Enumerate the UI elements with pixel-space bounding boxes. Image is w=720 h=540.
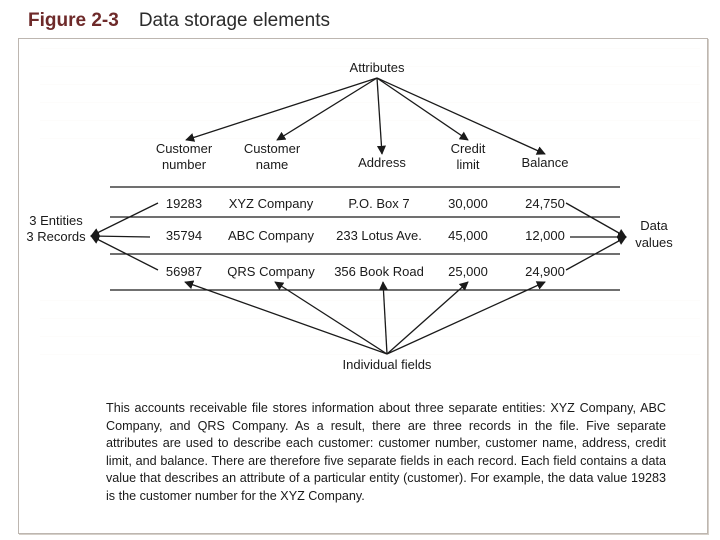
data-value: 25,000 <box>448 264 488 279</box>
field-arrow <box>275 282 387 354</box>
entity-arrow <box>91 236 158 270</box>
data-value: 45,000 <box>448 228 488 243</box>
data-value: 19283 <box>165 196 203 211</box>
field-arrow <box>185 282 387 354</box>
column-header: Balance <box>521 155 569 170</box>
data-values-label: Data <box>640 218 668 233</box>
attribute-arrow <box>277 78 377 140</box>
data-value: 12,000 <box>525 228 565 243</box>
attributes-label: Attributes <box>349 60 405 75</box>
entities-label: 3 Entities <box>29 213 83 228</box>
data-value-arrow <box>566 203 626 237</box>
data-value: 35794 <box>165 228 203 243</box>
figure-number: Figure 2-3 <box>28 10 119 31</box>
field-arrow <box>387 282 545 354</box>
attribute-arrow <box>377 78 382 154</box>
records-label: 3 Records <box>26 229 86 244</box>
column-header: Customer <box>155 141 213 156</box>
data-value: P.O. Box 7 <box>348 196 410 211</box>
figure-caption: This accounts receivable file stores information about three separate entities: XYZ Company, ABC Company, and QRS Company. As a result, there are three records in the file. Five separate attributes are used to describe each customer: customer number, customer name, address, credit limit, and balance. There are therefore five separate fields in each record. Each field contains a data value that describes an attribute of a particular entity (customer). For example, the data value 19283 is the customer number for the XYZ Company. <box>106 401 666 503</box>
attribute-arrow <box>377 78 468 140</box>
data-value: 356 Book Road <box>334 264 424 279</box>
data-value: XYZ Company <box>228 196 314 211</box>
field-arrow <box>383 282 387 354</box>
entity-arrow <box>91 203 158 236</box>
entity-arrow <box>91 236 150 237</box>
individual-fields-label: Individual fields <box>342 357 432 372</box>
data-value: 233 Lotus Ave. <box>336 228 422 243</box>
data-value: 56987 <box>165 264 203 279</box>
data-value: ABC Company <box>228 228 314 243</box>
column-header: Customer <box>243 141 301 156</box>
column-header: number <box>161 157 207 172</box>
column-header: Credit <box>450 141 486 156</box>
figure-title: Data storage elements <box>138 10 330 31</box>
data-value: QRS Company <box>227 264 315 279</box>
data-value: 24,900 <box>525 264 565 279</box>
attribute-arrow <box>186 78 377 140</box>
column-header: name <box>255 157 289 172</box>
column-header: limit <box>456 157 480 172</box>
field-arrow <box>387 282 468 354</box>
column-header: Address <box>358 155 406 170</box>
data-values-label: values <box>635 235 673 250</box>
data-value: 30,000 <box>448 196 488 211</box>
data-value: 24,750 <box>525 196 565 211</box>
